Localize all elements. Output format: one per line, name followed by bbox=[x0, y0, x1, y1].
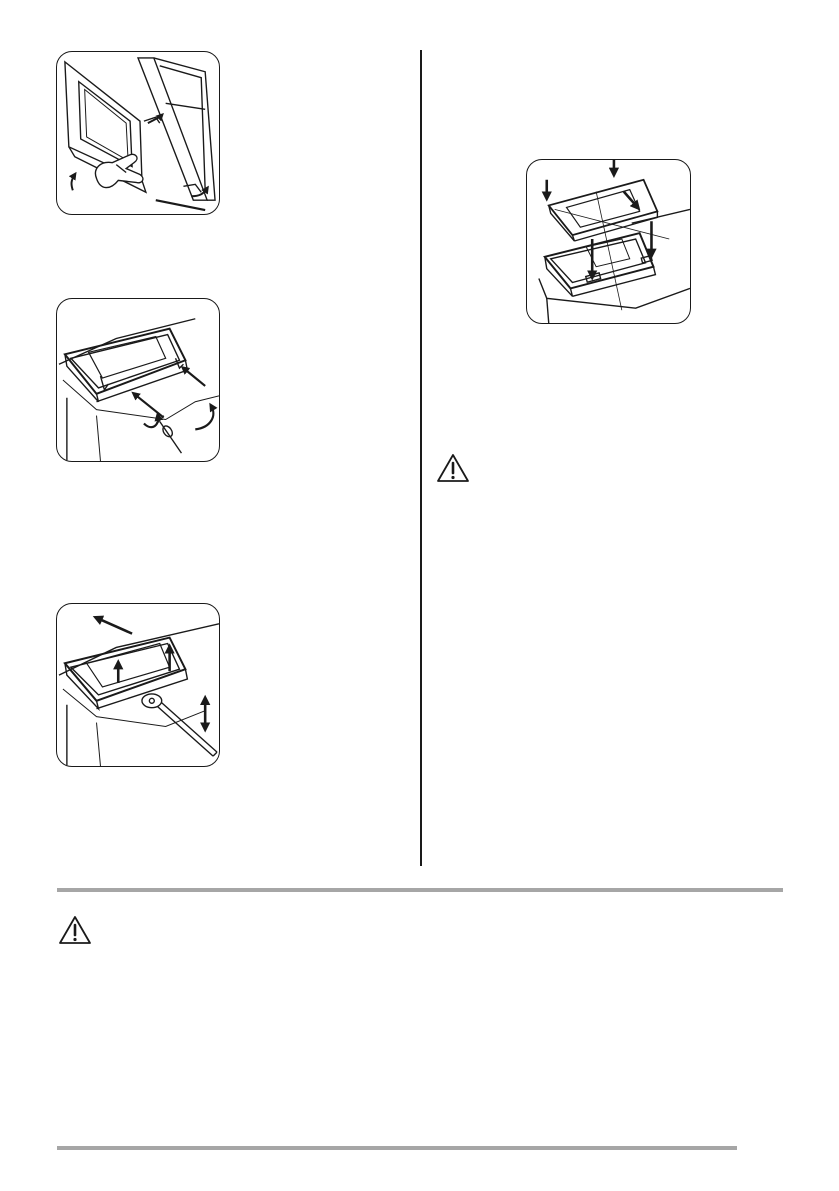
warning-triangle-icon bbox=[436, 453, 470, 483]
column-divider bbox=[420, 50, 422, 866]
door-glass-lift-illustration bbox=[56, 603, 220, 767]
section-rule bbox=[57, 888, 783, 892]
footer-rule bbox=[57, 1146, 737, 1150]
oven-door-remove-illustration bbox=[56, 51, 220, 215]
warning-triangle-icon bbox=[58, 915, 92, 945]
door-glass-reinsert-illustration bbox=[526, 159, 691, 324]
door-trim-unscrew-illustration bbox=[56, 298, 220, 462]
